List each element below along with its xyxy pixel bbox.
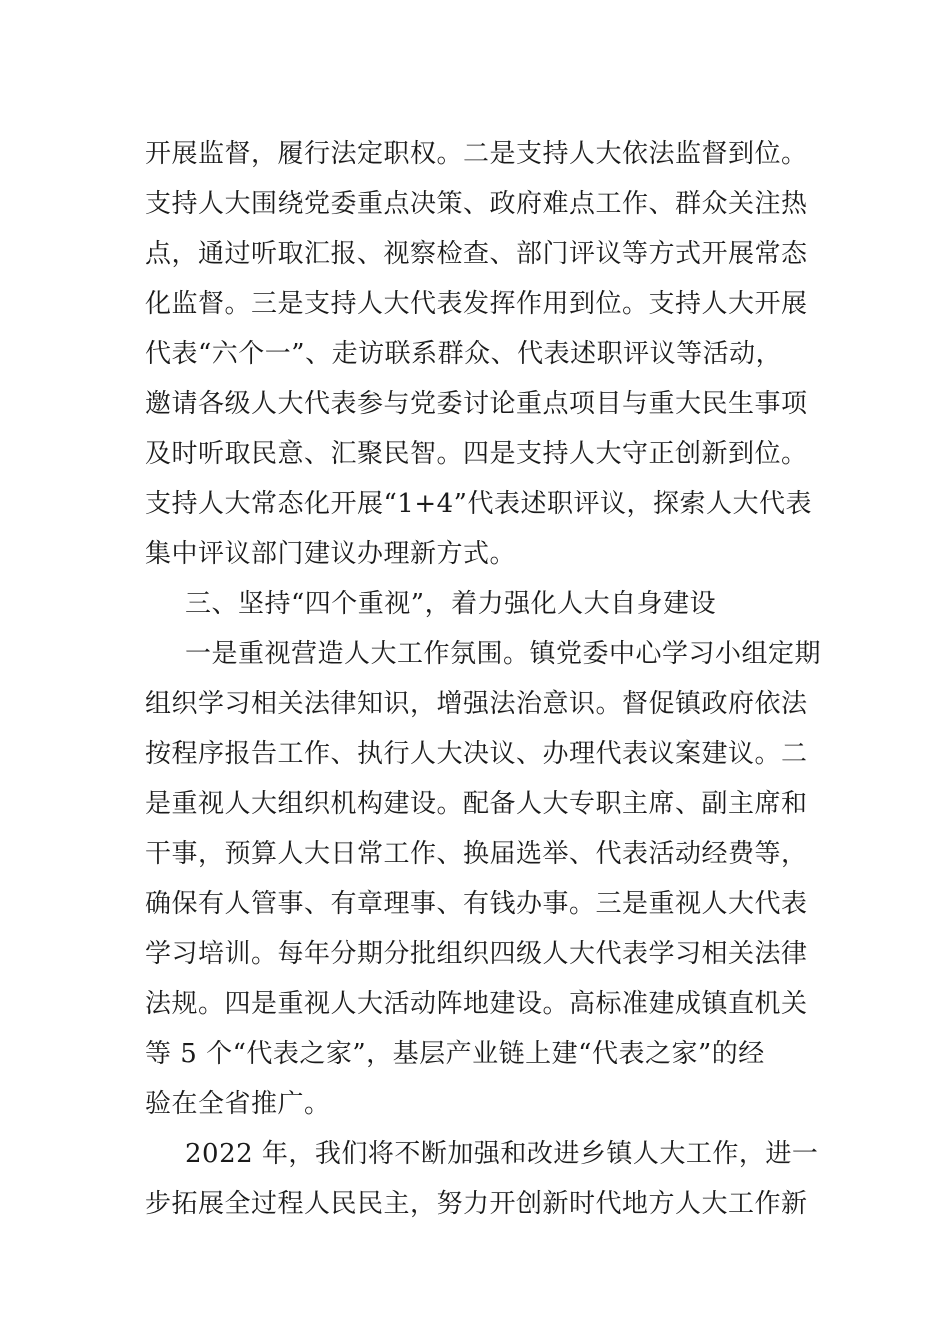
section-heading: 三、坚持“四个重视”，着力强化人大自身建设 bbox=[185, 589, 717, 619]
text-line: 代表“六个一”、走访联系群众、代表述职评议等活动， bbox=[145, 339, 783, 369]
text-line: 支持人大围绕党委重点决策、政府难点工作、群众关注热 bbox=[145, 189, 808, 219]
text-line: 学习培训。每年分期分批组织四级人大代表学习相关法律 bbox=[145, 939, 808, 969]
text-line: 按程序报告工作、执行人大决议、办理代表议案建议。二 bbox=[145, 739, 808, 769]
text-line: 2022 年，我们将不断加强和改进乡镇人大工作，进一 bbox=[185, 1139, 819, 1169]
text-line: 验在全省推广。 bbox=[145, 1089, 331, 1119]
text-line: 组织学习相关法律知识，增强法治意识。督促镇政府依法 bbox=[145, 689, 808, 719]
text-line: 及时听取民意、汇聚民智。四是支持人大守正创新到位。 bbox=[145, 439, 808, 469]
text-line: 化监督。三是支持人大代表发挥作用到位。支持人大开展 bbox=[145, 289, 808, 319]
text-line: 一是重视营造人大工作氛围。镇党委中心学习小组定期 bbox=[185, 639, 822, 669]
text-line: 法规。四是重视人大活动阵地建设。高标准建成镇直机关 bbox=[145, 989, 808, 1019]
text-line: 集中评议部门建议办理新方式。 bbox=[145, 539, 517, 569]
text-line: 步拓展全过程人民民主，努力开创新时代地方人大工作新 bbox=[145, 1189, 808, 1219]
text-line: 点，通过听取汇报、视察检查、部门评议等方式开展常态 bbox=[145, 239, 808, 269]
text-line: 邀请各级人大代表参与党委讨论重点项目与重大民生事项 bbox=[145, 389, 808, 419]
text-line: 支持人大常态化开展“1+4”代表述职评议，探索人大代表 bbox=[145, 489, 812, 519]
text-line: 等 5 个“代表之家”，基层产业链上建“代表之家”的经 bbox=[145, 1039, 765, 1069]
text-line: 干事，预算人大日常工作、换届选举、代表活动经费等， bbox=[145, 839, 808, 869]
text-line: 确保有人管事、有章理事、有钱办事。三是重视人大代表 bbox=[145, 889, 808, 919]
text-line: 开展监督，履行法定职权。二是支持人大依法监督到位。 bbox=[145, 139, 808, 169]
text-line: 是重视人大组织机构建设。配备人大专职主席、副主席和 bbox=[145, 789, 808, 819]
